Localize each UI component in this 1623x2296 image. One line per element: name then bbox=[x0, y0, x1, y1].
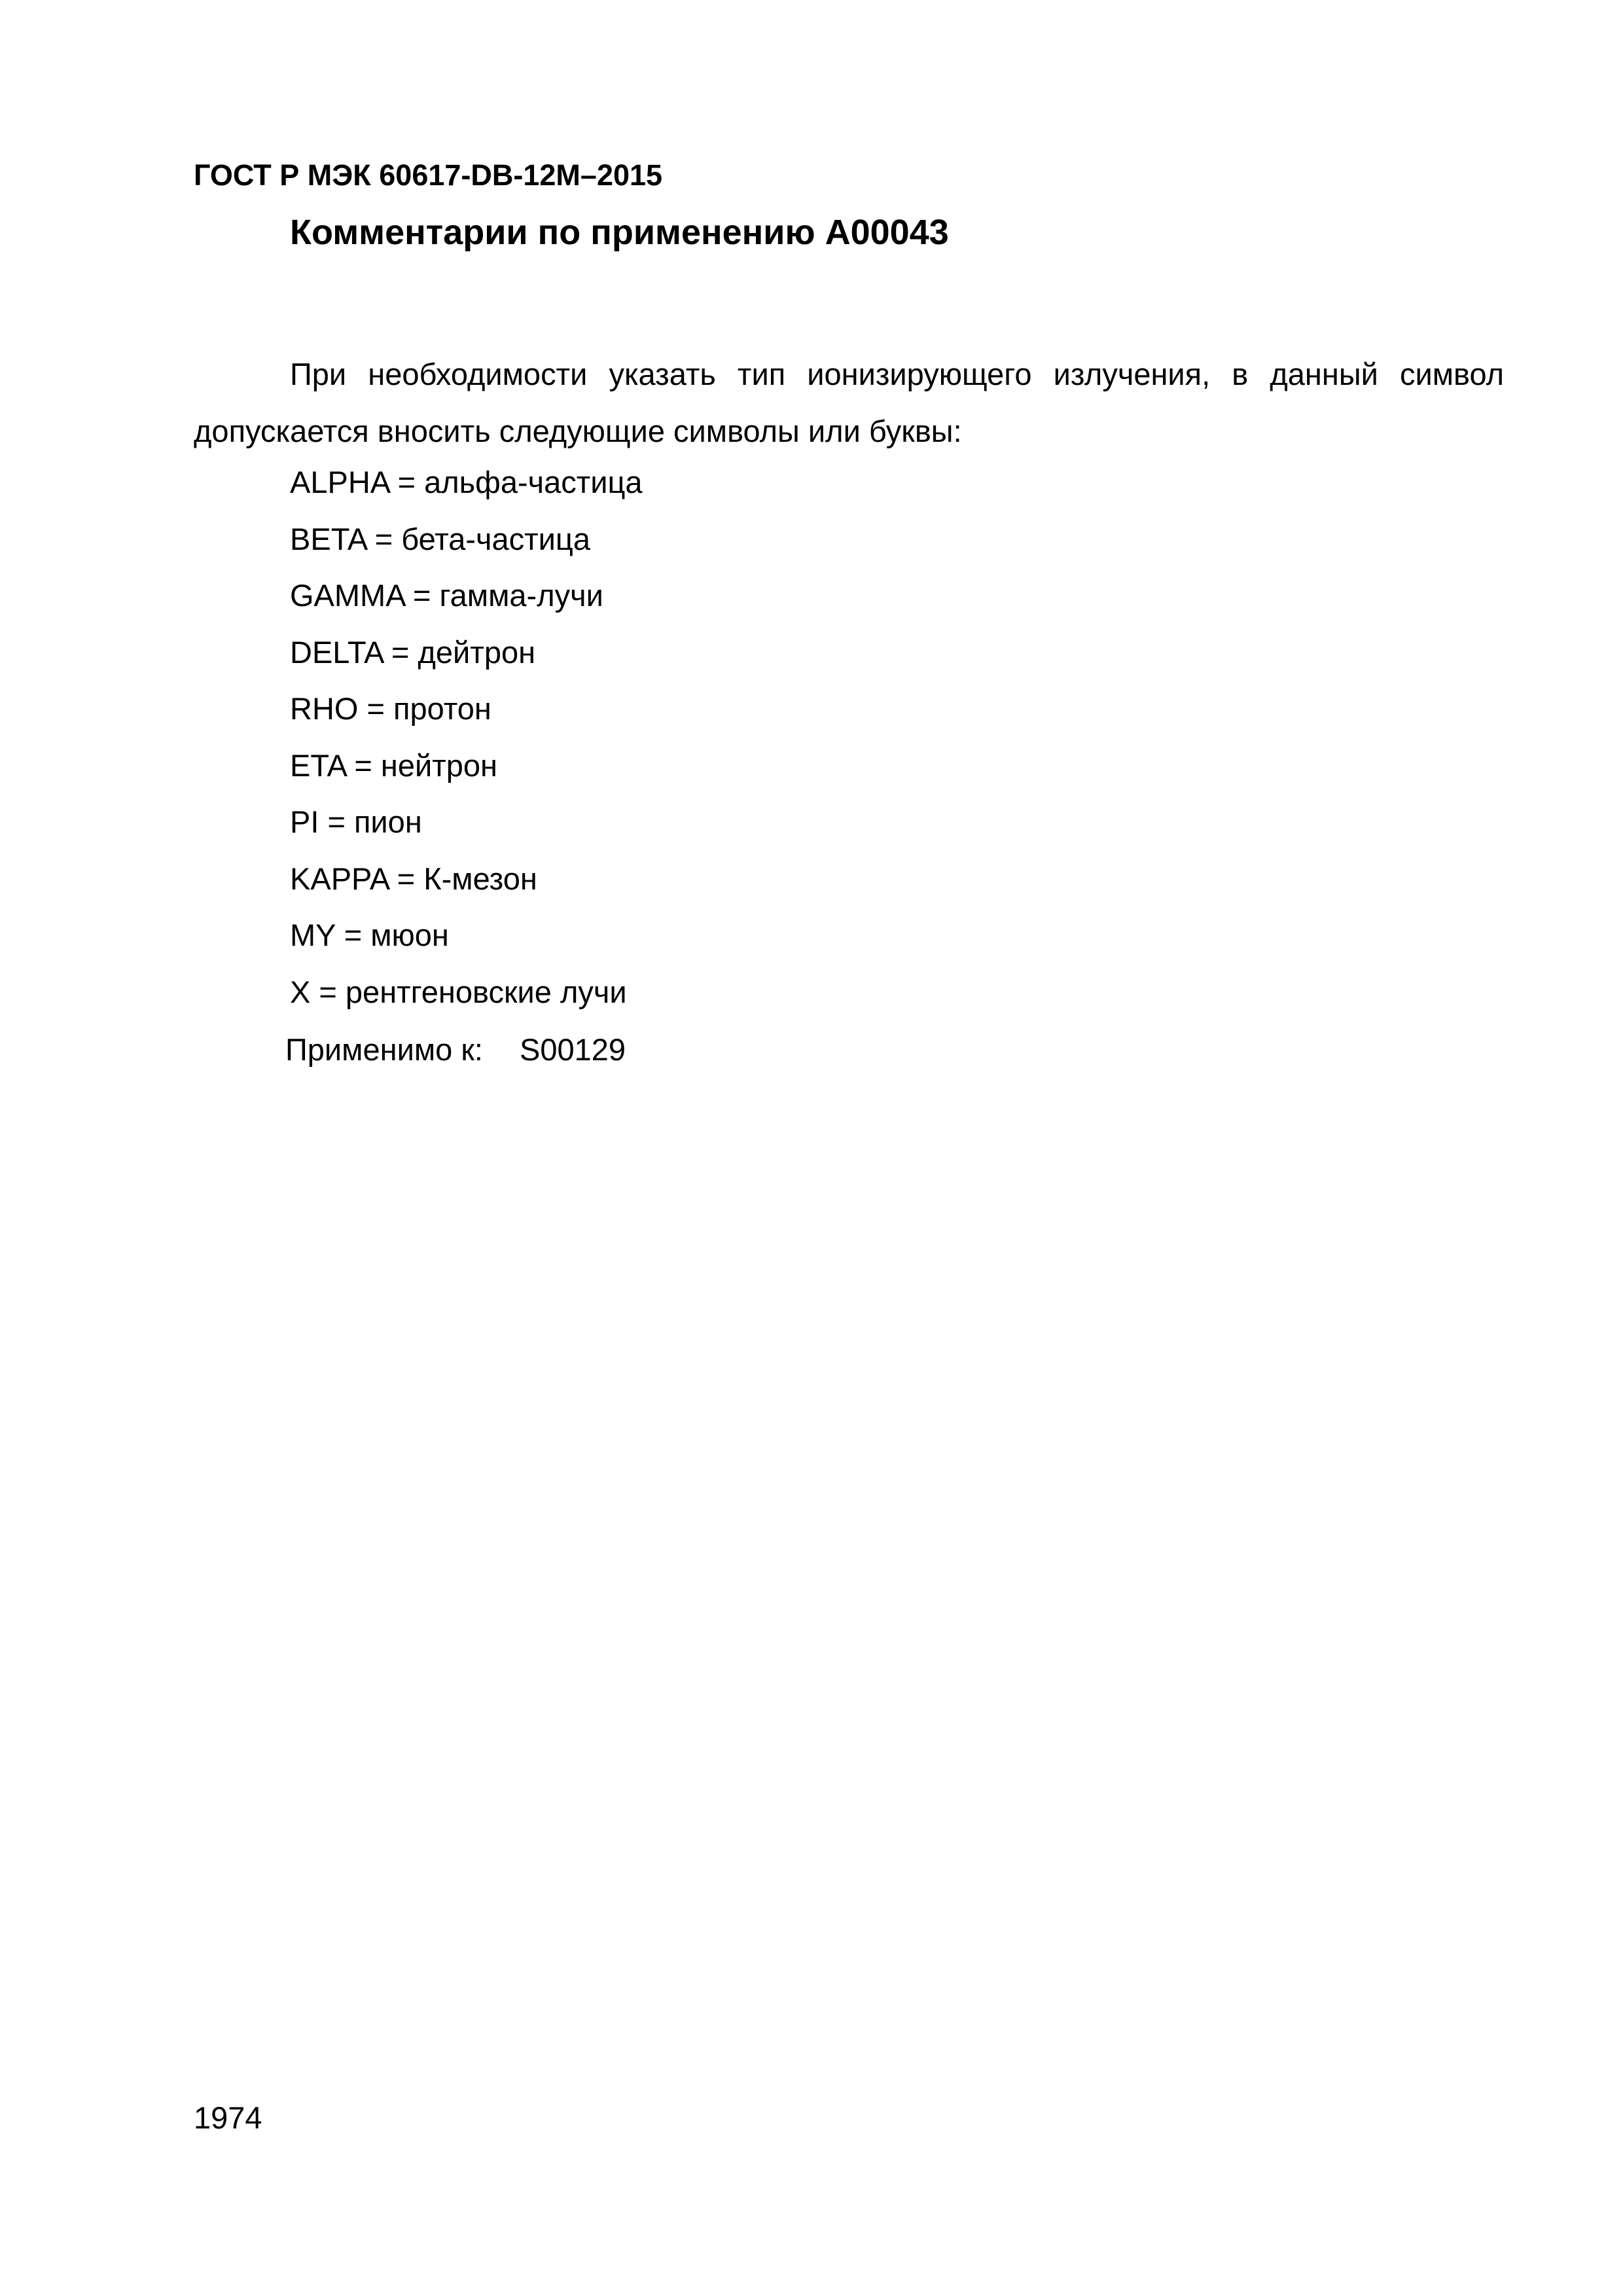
page-number: 1974 bbox=[194, 2100, 262, 2135]
symbol-item-gamma: GAMMA = гамма-лучи bbox=[290, 578, 603, 613]
symbol-list bbox=[290, 454, 643, 1020]
symbol-item-beta: BETA = бета-частица bbox=[290, 521, 590, 556]
symbol-item-x: X = рентгеновские лучи bbox=[290, 974, 627, 1009]
symbol-item-eta: ETA = нейтрон bbox=[290, 747, 497, 783]
intro-paragraph: При необходимости указать тип ионизирующего излучения, в данный символ допускается вносить следующие символы или буквы: bbox=[194, 357, 1504, 448]
document-title: Комментарии по применению A00043 bbox=[290, 213, 949, 252]
symbol-item-rho: RHO = протон bbox=[290, 691, 491, 726]
symbol-item-kappa: KAPPA = К-мезон bbox=[290, 861, 537, 896]
applies-to-value: S00129 bbox=[519, 1032, 626, 1067]
document-code: ГОСТ Р МЭК 60617-DB-12M–2015 bbox=[194, 158, 663, 192]
symbol-item-my: MY = мюон bbox=[290, 918, 449, 952]
symbol-item-delta: DELTA = дейтрон bbox=[290, 634, 536, 670]
symbol-item-alpha: ALPHA = альфа-частица bbox=[290, 465, 643, 499]
applies-to-label: Применимо к: bbox=[285, 1032, 483, 1067]
symbol-item-pi: PI = пион bbox=[290, 804, 422, 839]
applies-to-line bbox=[285, 1022, 626, 1078]
